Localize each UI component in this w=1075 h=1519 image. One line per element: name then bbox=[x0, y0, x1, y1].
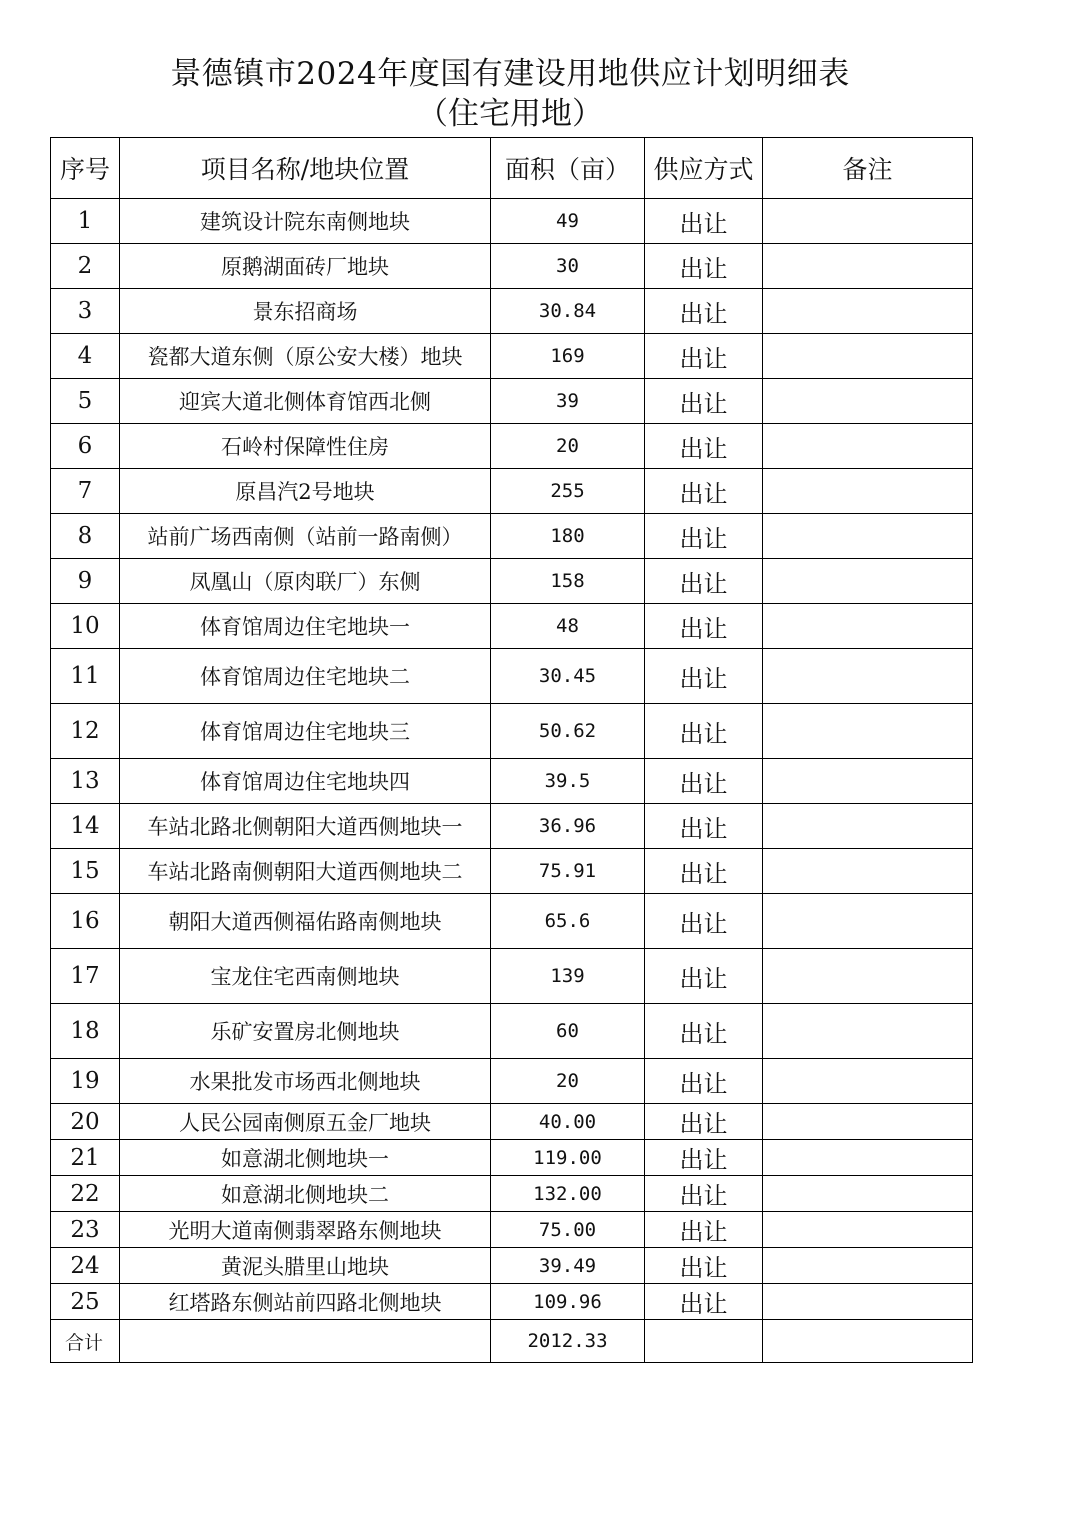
table-row bbox=[51, 244, 973, 289]
cell-mode: 出让 bbox=[645, 604, 763, 649]
cell-name: 朝阳大道西侧福佑路南侧地块 bbox=[120, 894, 491, 949]
cell-name: 石岭村保障性住房 bbox=[120, 424, 491, 469]
cell-area: 39.49 bbox=[491, 1248, 645, 1284]
cell-name: 光明大道南侧翡翠路东侧地块 bbox=[120, 1212, 491, 1248]
table-row bbox=[51, 759, 973, 804]
cell-no: 25 bbox=[51, 1284, 120, 1320]
cell-name: 体育馆周边住宅地块二 bbox=[120, 649, 491, 704]
cell-name: 体育馆周边住宅地块一 bbox=[120, 604, 491, 649]
cell-name: 原鹅湖面砖厂地块 bbox=[120, 244, 491, 289]
table-row bbox=[51, 1104, 973, 1140]
table-header-row bbox=[51, 138, 973, 199]
cell-no: 8 bbox=[51, 514, 120, 559]
table-row bbox=[51, 289, 973, 334]
cell-mode: 出让 bbox=[645, 1176, 763, 1212]
cell-area: 139 bbox=[491, 949, 645, 1004]
cell-name: 迎宾大道北侧体育馆西北侧 bbox=[120, 379, 491, 424]
header-name: 项目名称/地块位置 bbox=[120, 138, 491, 199]
table-row bbox=[51, 649, 973, 704]
cell-no: 15 bbox=[51, 849, 120, 894]
cell-area: 132.00 bbox=[491, 1176, 645, 1212]
table-row bbox=[51, 1004, 973, 1059]
cell-area: 20 bbox=[491, 1059, 645, 1104]
table-row bbox=[51, 1140, 973, 1176]
total-label: 合计 bbox=[51, 1320, 120, 1363]
header-mode: 供应方式 bbox=[645, 138, 763, 199]
cell-mode: 出让 bbox=[645, 1212, 763, 1248]
cell-area: 30.45 bbox=[491, 649, 645, 704]
cell-no: 20 bbox=[51, 1104, 120, 1140]
cell-no: 17 bbox=[51, 949, 120, 1004]
cell-note bbox=[763, 469, 973, 514]
cell-area: 255 bbox=[491, 469, 645, 514]
cell-no: 21 bbox=[51, 1140, 120, 1176]
total-row bbox=[51, 1320, 973, 1363]
table-row bbox=[51, 1059, 973, 1104]
cell-area: 48 bbox=[491, 604, 645, 649]
cell-no: 6 bbox=[51, 424, 120, 469]
cell-name: 凤凰山（原肉联厂）东侧 bbox=[120, 559, 491, 604]
cell-mode: 出让 bbox=[645, 949, 763, 1004]
cell-area: 60 bbox=[491, 1004, 645, 1059]
cell-note bbox=[763, 1059, 973, 1104]
cell-note bbox=[763, 849, 973, 894]
cell-area: 169 bbox=[491, 334, 645, 379]
table-body bbox=[51, 199, 973, 1320]
cell-note bbox=[763, 1104, 973, 1140]
cell-mode: 出让 bbox=[645, 244, 763, 289]
cell-area: 40.00 bbox=[491, 1104, 645, 1140]
header-note: 备注 bbox=[763, 138, 973, 199]
cell-mode: 出让 bbox=[645, 1140, 763, 1176]
cell-mode: 出让 bbox=[645, 1248, 763, 1284]
total-name bbox=[120, 1320, 491, 1363]
cell-name: 原昌汽2号地块 bbox=[120, 469, 491, 514]
cell-mode: 出让 bbox=[645, 804, 763, 849]
cell-no: 22 bbox=[51, 1176, 120, 1212]
cell-no: 16 bbox=[51, 894, 120, 949]
cell-mode: 出让 bbox=[645, 1104, 763, 1140]
cell-no: 24 bbox=[51, 1248, 120, 1284]
table-row bbox=[51, 604, 973, 649]
table-row bbox=[51, 704, 973, 759]
table-row bbox=[51, 469, 973, 514]
table-row bbox=[51, 379, 973, 424]
cell-area: 180 bbox=[491, 514, 645, 559]
cell-mode: 出让 bbox=[645, 379, 763, 424]
total-note bbox=[763, 1320, 973, 1363]
cell-note bbox=[763, 1248, 973, 1284]
table-row bbox=[51, 1212, 973, 1248]
cell-note bbox=[763, 604, 973, 649]
cell-note bbox=[763, 514, 973, 559]
cell-name: 车站北路南侧朝阳大道西侧地块二 bbox=[120, 849, 491, 894]
cell-note bbox=[763, 649, 973, 704]
cell-name: 红塔路东侧站前四路北侧地块 bbox=[120, 1284, 491, 1320]
cell-no: 1 bbox=[51, 199, 120, 244]
cell-area: 75.91 bbox=[491, 849, 645, 894]
cell-mode: 出让 bbox=[645, 704, 763, 759]
cell-name: 人民公园南侧原五金厂地块 bbox=[120, 1104, 491, 1140]
cell-no: 13 bbox=[51, 759, 120, 804]
cell-area: 158 bbox=[491, 559, 645, 604]
cell-note bbox=[763, 1140, 973, 1176]
table-row bbox=[51, 949, 973, 1004]
cell-no: 12 bbox=[51, 704, 120, 759]
cell-name: 水果批发市场西北侧地块 bbox=[120, 1059, 491, 1104]
cell-mode: 出让 bbox=[645, 559, 763, 604]
table-row bbox=[51, 849, 973, 894]
cell-no: 2 bbox=[51, 244, 120, 289]
table-row bbox=[51, 334, 973, 379]
cell-no: 14 bbox=[51, 804, 120, 849]
table-row bbox=[51, 424, 973, 469]
cell-name: 宝龙住宅西南侧地块 bbox=[120, 949, 491, 1004]
cell-area: 20 bbox=[491, 424, 645, 469]
cell-no: 11 bbox=[51, 649, 120, 704]
cell-note bbox=[763, 949, 973, 1004]
cell-mode: 出让 bbox=[645, 334, 763, 379]
cell-name: 体育馆周边住宅地块三 bbox=[120, 704, 491, 759]
cell-no: 3 bbox=[51, 289, 120, 334]
cell-name: 乐矿安置房北侧地块 bbox=[120, 1004, 491, 1059]
cell-no: 9 bbox=[51, 559, 120, 604]
cell-name: 景东招商场 bbox=[120, 289, 491, 334]
cell-name: 体育馆周边住宅地块四 bbox=[120, 759, 491, 804]
land-supply-table bbox=[50, 137, 973, 1363]
cell-note bbox=[763, 804, 973, 849]
cell-note bbox=[763, 424, 973, 469]
table-row bbox=[51, 804, 973, 849]
cell-note bbox=[763, 759, 973, 804]
cell-note bbox=[763, 559, 973, 604]
cell-mode: 出让 bbox=[645, 649, 763, 704]
cell-area: 49 bbox=[491, 199, 645, 244]
cell-note bbox=[763, 704, 973, 759]
page-subtitle: （住宅用地） bbox=[417, 96, 603, 132]
cell-mode: 出让 bbox=[645, 199, 763, 244]
cell-note bbox=[763, 1004, 973, 1059]
cell-mode: 出让 bbox=[645, 849, 763, 894]
cell-note bbox=[763, 894, 973, 949]
cell-no: 4 bbox=[51, 334, 120, 379]
cell-note bbox=[763, 1212, 973, 1248]
cell-no: 7 bbox=[51, 469, 120, 514]
header-area: 面积（亩） bbox=[491, 138, 645, 199]
cell-area: 50.62 bbox=[491, 704, 645, 759]
cell-no: 18 bbox=[51, 1004, 120, 1059]
table-row bbox=[51, 199, 973, 244]
cell-name: 如意湖北侧地块二 bbox=[120, 1176, 491, 1212]
cell-mode: 出让 bbox=[645, 514, 763, 559]
cell-name: 瓷都大道东侧（原公安大楼）地块 bbox=[120, 334, 491, 379]
cell-mode: 出让 bbox=[645, 1284, 763, 1320]
cell-note bbox=[763, 244, 973, 289]
cell-no: 5 bbox=[51, 379, 120, 424]
cell-name: 建筑设计院东南侧地块 bbox=[120, 199, 491, 244]
cell-mode: 出让 bbox=[645, 469, 763, 514]
cell-name: 如意湖北侧地块一 bbox=[120, 1140, 491, 1176]
cell-area: 109.96 bbox=[491, 1284, 645, 1320]
cell-name: 黄泥头腊里山地块 bbox=[120, 1248, 491, 1284]
cell-no: 10 bbox=[51, 604, 120, 649]
cell-area: 119.00 bbox=[491, 1140, 645, 1176]
cell-name: 车站北路北侧朝阳大道西侧地块一 bbox=[120, 804, 491, 849]
table-row bbox=[51, 1176, 973, 1212]
cell-note bbox=[763, 289, 973, 334]
cell-mode: 出让 bbox=[645, 894, 763, 949]
cell-note bbox=[763, 1284, 973, 1320]
cell-no: 23 bbox=[51, 1212, 120, 1248]
cell-note bbox=[763, 334, 973, 379]
cell-mode: 出让 bbox=[645, 424, 763, 469]
cell-area: 30 bbox=[491, 244, 645, 289]
cell-area: 30.84 bbox=[491, 289, 645, 334]
header-no: 序号 bbox=[51, 138, 120, 199]
cell-area: 75.00 bbox=[491, 1212, 645, 1248]
page-title: 景德镇市2024年度国有建设用地供应计划明细表 bbox=[170, 56, 850, 92]
table-row bbox=[51, 514, 973, 559]
cell-area: 65.6 bbox=[491, 894, 645, 949]
cell-area: 39 bbox=[491, 379, 645, 424]
cell-note bbox=[763, 1176, 973, 1212]
cell-area: 36.96 bbox=[491, 804, 645, 849]
table-row bbox=[51, 894, 973, 949]
cell-mode: 出让 bbox=[645, 1004, 763, 1059]
table-row bbox=[51, 1248, 973, 1284]
total-area: 2012.33 bbox=[491, 1320, 645, 1363]
cell-mode: 出让 bbox=[645, 759, 763, 804]
cell-note bbox=[763, 199, 973, 244]
table-row bbox=[51, 1284, 973, 1320]
total-mode bbox=[645, 1320, 763, 1363]
table-row bbox=[51, 559, 973, 604]
cell-note bbox=[763, 379, 973, 424]
cell-mode: 出让 bbox=[645, 289, 763, 334]
cell-area: 39.5 bbox=[491, 759, 645, 804]
cell-name: 站前广场西南侧（站前一路南侧） bbox=[120, 514, 491, 559]
cell-no: 19 bbox=[51, 1059, 120, 1104]
cell-mode: 出让 bbox=[645, 1059, 763, 1104]
